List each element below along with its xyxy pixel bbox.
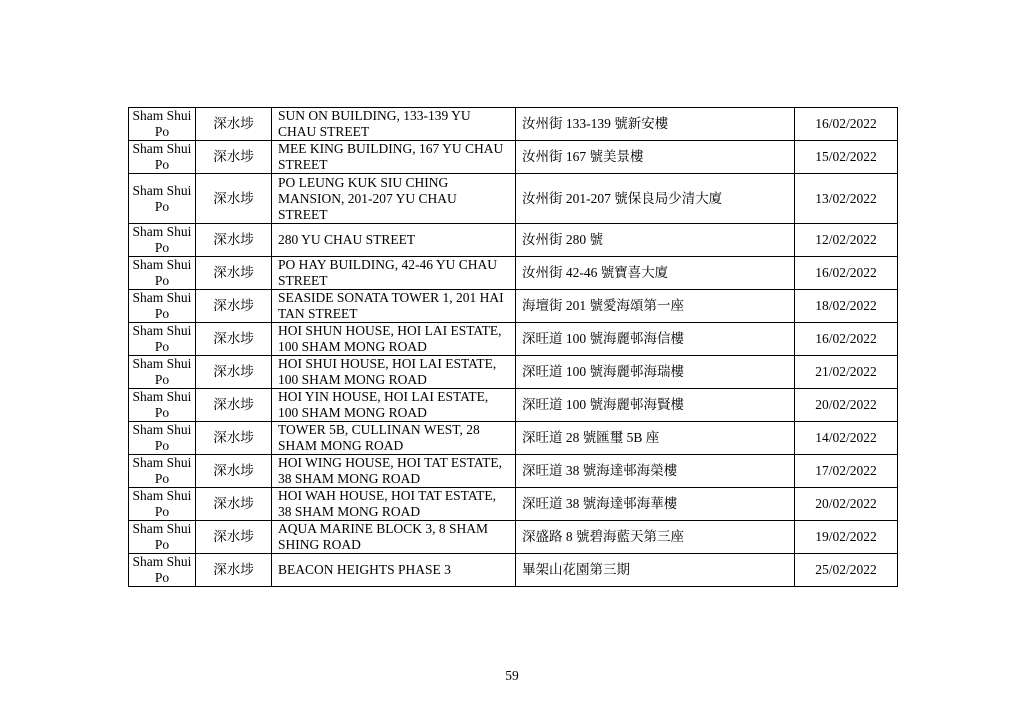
district-zh-cell: 深水埗: [196, 257, 272, 290]
date-cell: 15/02/2022: [795, 141, 898, 174]
date-cell: 16/02/2022: [795, 108, 898, 141]
address-zh-cell: 深盛路 8 號碧海藍天第三座: [516, 521, 795, 554]
table-row: [129, 290, 898, 323]
district-zh-cell: 深水埗: [196, 455, 272, 488]
table-row: [129, 323, 898, 356]
date-cell: 16/02/2022: [795, 323, 898, 356]
district-zh-cell: 深水埗: [196, 323, 272, 356]
date-cell: 20/02/2022: [795, 488, 898, 521]
address-en-cell: PO HAY BUILDING, 42-46 YU CHAU STREET: [272, 257, 516, 290]
district-zh-cell: 深水埗: [196, 521, 272, 554]
table-row: [129, 389, 898, 422]
address-en-cell: HOI SHUN HOUSE, HOI LAI ESTATE, 100 SHAM MONG ROAD: [272, 323, 516, 356]
district-en-cell: Sham Shui Po: [129, 141, 196, 174]
address-zh-cell: 畢架山花園第三期: [516, 554, 795, 587]
district-en-cell: Sham Shui Po: [129, 323, 196, 356]
district-zh-cell: 深水埗: [196, 389, 272, 422]
address-table: [128, 107, 898, 587]
address-en-cell: MEE KING BUILDING, 167 YU CHAU STREET: [272, 141, 516, 174]
date-cell: 12/02/2022: [795, 224, 898, 257]
address-zh-cell: 汝州街 167 號美景樓: [516, 141, 795, 174]
table-row: [129, 257, 898, 290]
address-zh-cell: 汝州街 42-46 號寶喜大廈: [516, 257, 795, 290]
date-cell: 21/02/2022: [795, 356, 898, 389]
district-en-cell: Sham Shui Po: [129, 422, 196, 455]
address-en-cell: SEASIDE SONATA TOWER 1, 201 HAI TAN STREET: [272, 290, 516, 323]
address-en-cell: HOI WING HOUSE, HOI TAT ESTATE, 38 SHAM MONG ROAD: [272, 455, 516, 488]
address-en-cell: AQUA MARINE BLOCK 3, 8 SHAM SHING ROAD: [272, 521, 516, 554]
address-en-cell: PO LEUNG KUK SIU CHING MANSION, 201-207 YU CHAU STREET: [272, 174, 516, 224]
table-row: [129, 141, 898, 174]
address-zh-cell: 深旺道 28 號匯璽 5B 座: [516, 422, 795, 455]
date-cell: 14/02/2022: [795, 422, 898, 455]
address-zh-cell: 深旺道 38 號海達邨海榮樓: [516, 455, 795, 488]
district-en-cell: Sham Shui Po: [129, 389, 196, 422]
district-en-cell: Sham Shui Po: [129, 290, 196, 323]
table-row: [129, 554, 898, 587]
date-cell: 13/02/2022: [795, 174, 898, 224]
table-row: [129, 422, 898, 455]
address-en-cell: HOI WAH HOUSE, HOI TAT ESTATE, 38 SHAM MONG ROAD: [272, 488, 516, 521]
table-row: [129, 488, 898, 521]
district-zh-cell: 深水埗: [196, 174, 272, 224]
district-en-cell: Sham Shui Po: [129, 108, 196, 141]
page-number: 59: [505, 668, 519, 683]
address-zh-cell: 汝州街 280 號: [516, 224, 795, 257]
date-cell: 19/02/2022: [795, 521, 898, 554]
address-zh-cell: 汝州街 201-207 號保良局少清大廈: [516, 174, 795, 224]
table-row: [129, 108, 898, 141]
address-en-cell: HOI YIN HOUSE, HOI LAI ESTATE, 100 SHAM MONG ROAD: [272, 389, 516, 422]
table-row: [129, 356, 898, 389]
district-en-cell: Sham Shui Po: [129, 224, 196, 257]
address-en-cell: HOI SHUI HOUSE, HOI LAI ESTATE, 100 SHAM MONG ROAD: [272, 356, 516, 389]
table-row: [129, 455, 898, 488]
district-en-cell: Sham Shui Po: [129, 521, 196, 554]
table-row: [129, 521, 898, 554]
address-en-cell: TOWER 5B, CULLINAN WEST, 28 SHAM MONG ROAD: [272, 422, 516, 455]
date-cell: 20/02/2022: [795, 389, 898, 422]
district-en-cell: Sham Shui Po: [129, 257, 196, 290]
district-zh-cell: 深水埗: [196, 422, 272, 455]
address-zh-cell: 汝州街 133-139 號新安樓: [516, 108, 795, 141]
district-zh-cell: 深水埗: [196, 108, 272, 141]
address-zh-cell: 深旺道 100 號海麗邨海賢樓: [516, 389, 795, 422]
address-table-body: [129, 108, 898, 587]
date-cell: 18/02/2022: [795, 290, 898, 323]
address-en-cell: BEACON HEIGHTS PHASE 3: [272, 554, 516, 587]
date-cell: 25/02/2022: [795, 554, 898, 587]
address-en-cell: 280 YU CHAU STREET: [272, 224, 516, 257]
district-zh-cell: 深水埗: [196, 554, 272, 587]
district-en-cell: Sham Shui Po: [129, 554, 196, 587]
table-row: [129, 174, 898, 224]
address-zh-cell: 深旺道 100 號海麗邨海信樓: [516, 323, 795, 356]
district-en-cell: Sham Shui Po: [129, 455, 196, 488]
district-zh-cell: 深水埗: [196, 290, 272, 323]
district-en-cell: Sham Shui Po: [129, 174, 196, 224]
address-en-cell: SUN ON BUILDING, 133-139 YU CHAU STREET: [272, 108, 516, 141]
address-zh-cell: 深旺道 38 號海達邨海華樓: [516, 488, 795, 521]
date-cell: 16/02/2022: [795, 257, 898, 290]
address-zh-cell: 海壇街 201 號愛海頌第一座: [516, 290, 795, 323]
district-en-cell: Sham Shui Po: [129, 356, 196, 389]
district-zh-cell: 深水埗: [196, 141, 272, 174]
table-row: [129, 224, 898, 257]
date-cell: 17/02/2022: [795, 455, 898, 488]
district-zh-cell: 深水埗: [196, 224, 272, 257]
district-zh-cell: 深水埗: [196, 488, 272, 521]
address-zh-cell: 深旺道 100 號海麗邨海瑞樓: [516, 356, 795, 389]
district-zh-cell: 深水埗: [196, 356, 272, 389]
district-en-cell: Sham Shui Po: [129, 488, 196, 521]
